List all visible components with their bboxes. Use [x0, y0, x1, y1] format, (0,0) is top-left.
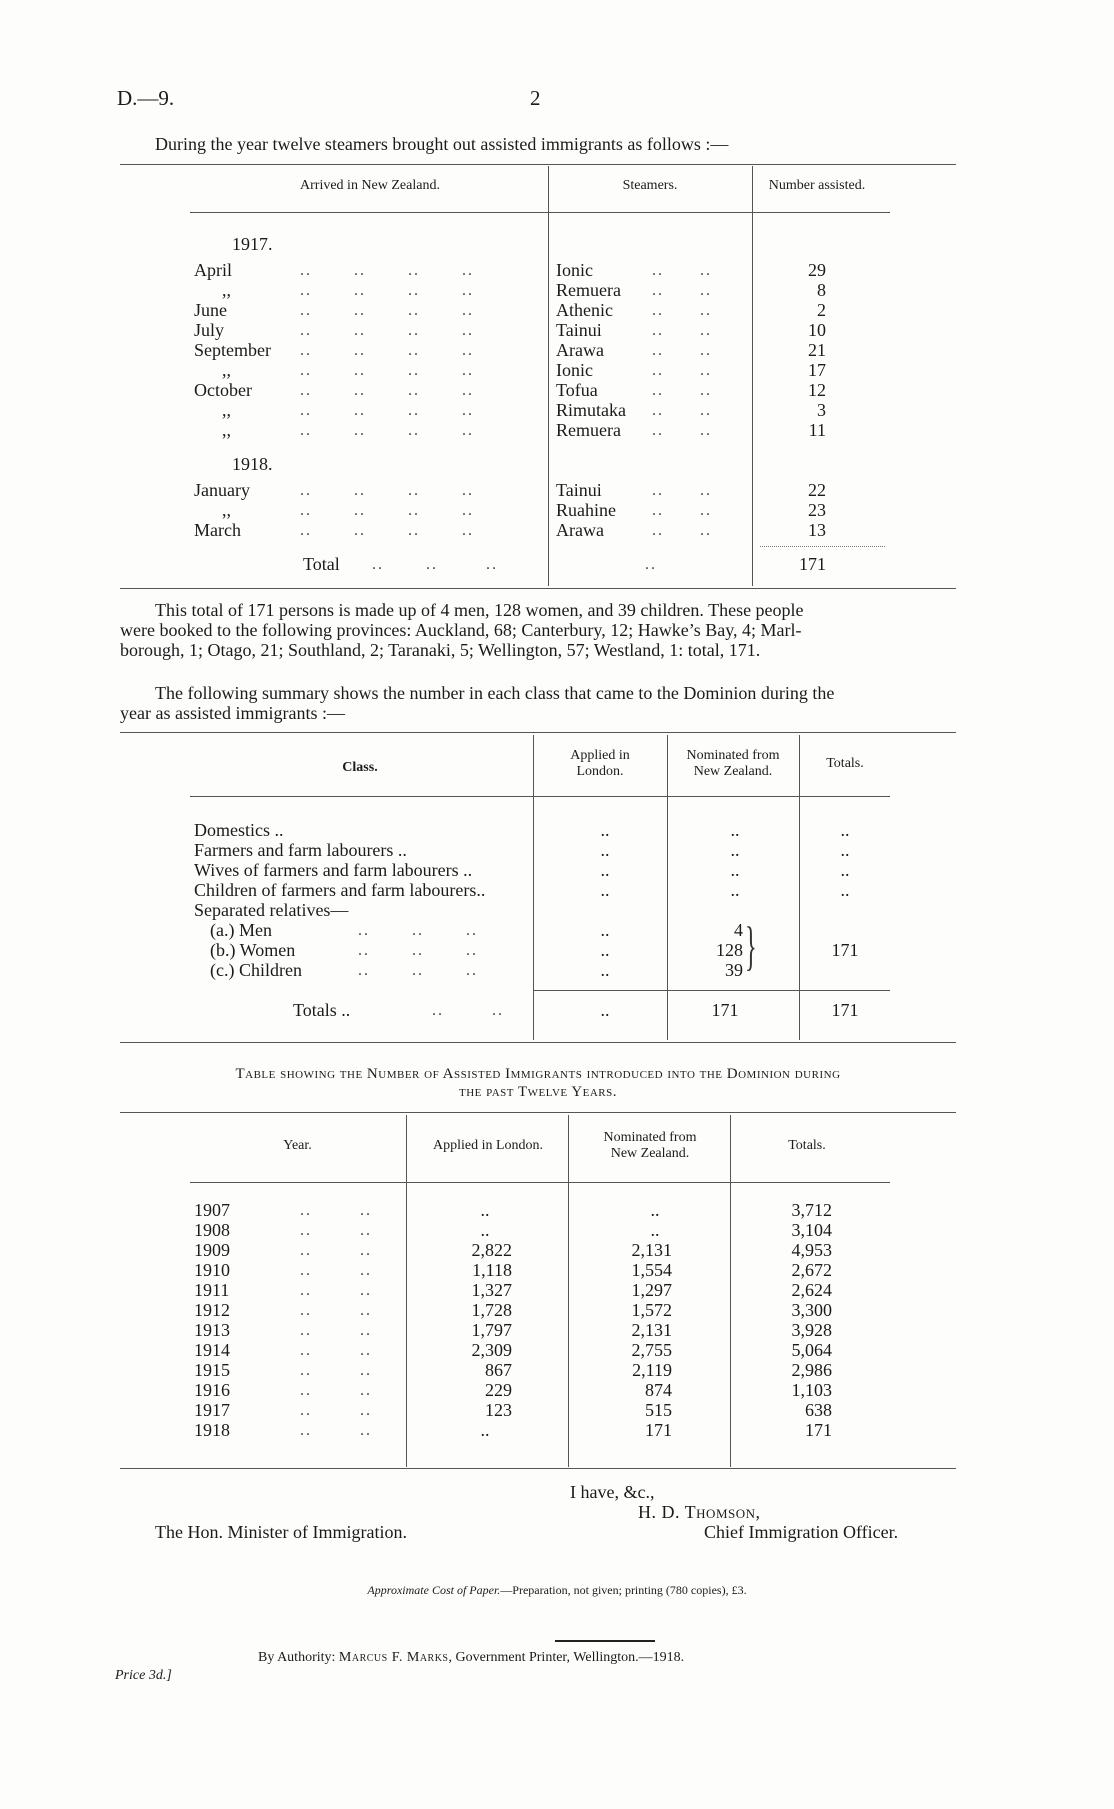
class-row-label: Wives of farmers and farm labourers ..: [194, 860, 473, 880]
class-row-nominated: ..: [730, 840, 740, 860]
class-row-totals: ..: [840, 820, 850, 840]
class-row-label: (b.) Women: [210, 940, 296, 960]
year-row-nominated: 1,297: [631, 1280, 672, 1300]
year-row-totals: 638: [805, 1400, 832, 1420]
imprint: [258, 1650, 684, 1666]
year-row-applied: 867: [485, 1360, 512, 1380]
years-top-rule: [120, 1112, 956, 1113]
class-header-class: Class.: [342, 760, 378, 775]
price: Price 3d.]: [115, 1668, 172, 1683]
years-bottom-rule: [120, 1468, 956, 1469]
arrival-number: 11: [808, 420, 826, 440]
class-row-nominated: ..: [730, 860, 740, 880]
year-row-dots: .. ..: [300, 1242, 372, 1259]
class-row-nominated: 128: [716, 940, 743, 960]
imprint-printer-name: Marcus F. Marks: [338, 1650, 449, 1665]
year-row-nominated: ..: [650, 1220, 660, 1240]
class-row-applied: ..: [600, 840, 610, 860]
steamer-dots: .. ..: [652, 282, 712, 299]
class-row-label: Children of farmers and farm labourers..: [194, 880, 486, 900]
arrivals-col-divider-1: [548, 166, 549, 586]
year-row-dots: .. ..: [300, 1322, 372, 1339]
class-row-label: (a.) Men: [210, 920, 272, 940]
class-intro-line-1: The following summary shows the number in each class that came to the Dominion during the: [155, 683, 835, 703]
year-row-applied: 1,797: [471, 1320, 512, 1340]
class-totals-label: Totals ..: [293, 1000, 351, 1020]
year-row-nominated: 1,554: [631, 1260, 672, 1280]
year-row-applied: 1,728: [471, 1300, 512, 1320]
class-row-totals: ..: [840, 880, 850, 900]
arrival-number: 23: [808, 500, 826, 520]
arrival-steamer: Tofua: [556, 380, 598, 400]
arrival-month: September: [194, 340, 271, 360]
year-row-totals: 3,928: [791, 1320, 832, 1340]
years-col-divider-2: [568, 1115, 569, 1467]
year-row-nominated: 2,131: [631, 1320, 672, 1340]
year-row-nominated: 2,119: [632, 1360, 672, 1380]
arrival-dots: .. .. .. ..: [300, 282, 474, 299]
year-row-dots: .. ..: [300, 1382, 372, 1399]
class-header-totals: Totals.: [826, 756, 864, 771]
arrival-steamer: Athenic: [556, 300, 613, 320]
class-totals-totals: 171: [831, 1000, 859, 1020]
year-row-year: 1911: [194, 1280, 230, 1300]
arrival-month: ,,: [222, 360, 231, 380]
cost-label: Approximate Cost of Paper.: [367, 1583, 501, 1597]
years-header-nominated-2: New Zealand.: [610, 1146, 690, 1161]
years-header-applied: Applied in London.: [432, 1138, 544, 1153]
steamer-dots: .. ..: [652, 502, 712, 519]
year-row-nominated: 2,755: [631, 1340, 672, 1360]
arrival-number: 21: [808, 340, 826, 360]
year-row-totals: 3,712: [791, 1200, 832, 1220]
year-row-applied: 229: [485, 1380, 512, 1400]
class-bottom-rule: [120, 1042, 956, 1043]
arrivals-top-rule: [120, 164, 956, 165]
arrival-steamer: Tainui: [556, 320, 602, 340]
class-row-totals: ..: [840, 840, 850, 860]
closing-signatory: H. D. Thomson,: [638, 1502, 761, 1522]
arrival-number: 8: [817, 280, 826, 300]
class-intro-line-2: year as assisted immigrants :—: [120, 703, 345, 723]
years-col-divider-1: [406, 1115, 407, 1467]
class-row-dots: .. .. ..: [358, 922, 478, 939]
class-row-nominated: ..: [730, 880, 740, 900]
year-row-nominated: 515: [645, 1400, 672, 1420]
arrival-year: 1917.: [232, 234, 273, 254]
imprint-rest: , Government Printer, Wellington.—1918.: [448, 1650, 685, 1665]
arrival-dots: .. .. .. ..: [300, 382, 474, 399]
steamer-dots: .. ..: [652, 422, 712, 439]
class-row-applied: ..: [600, 880, 610, 900]
arrival-steamer: Arawa: [556, 340, 604, 360]
closing-salutation: I have, &c.,: [570, 1482, 655, 1502]
years-header-nominated-1: Nominated from: [603, 1130, 697, 1145]
year-row-dots: .. ..: [300, 1342, 372, 1359]
imprint-rule: [555, 1640, 655, 1642]
year-row-totals: 3,300: [791, 1300, 832, 1320]
year-row-dots: .. ..: [300, 1302, 372, 1319]
class-row-applied: ..: [600, 820, 610, 840]
year-row-applied: 123: [485, 1400, 512, 1420]
arrival-month: March: [194, 520, 241, 540]
steamer-dots: .. ..: [652, 522, 712, 539]
arrival-number: 22: [808, 480, 826, 500]
class-header-applied-2: London.: [576, 764, 624, 779]
year-row-dots: .. ..: [300, 1262, 372, 1279]
year-row-dots: .. ..: [300, 1282, 372, 1299]
arrivals-total-rule: [760, 546, 885, 547]
steamer-dots: .. ..: [652, 402, 712, 419]
steamer-dots: .. ..: [652, 482, 712, 499]
summary-paragraph-line-1: This total of 171 persons is made up of 4 men, 128 women, and 39 children. These people: [155, 600, 804, 620]
year-row-dots: .. ..: [300, 1202, 372, 1219]
arrival-month: ,,: [222, 420, 231, 440]
arrival-dots: .. .. .. ..: [300, 262, 474, 279]
year-row-nominated: ..: [650, 1200, 660, 1220]
years-header-rule: [190, 1182, 890, 1183]
arrival-month: June: [194, 300, 227, 320]
arrival-month: ,,: [222, 500, 231, 520]
class-header-applied-1: Applied in: [570, 748, 630, 763]
year-row-applied: ..: [480, 1200, 490, 1220]
arrivals-header-steamers: Steamers.: [622, 178, 678, 193]
steamer-dots: .. ..: [652, 302, 712, 319]
class-header-nominated-1: Nominated from: [686, 748, 780, 763]
year-row-year: 1915: [194, 1360, 230, 1380]
year-row-nominated: 1,572: [631, 1300, 672, 1320]
arrival-year: 1918.: [232, 454, 273, 474]
arrivals-bottom-rule: [120, 588, 956, 589]
year-row-totals: 3,104: [791, 1220, 832, 1240]
class-row-applied: ..: [600, 860, 610, 880]
year-row-totals: 2,986: [791, 1360, 832, 1380]
class-row-label: (c.) Children: [210, 960, 302, 980]
class-row-dots: .. .. ..: [358, 942, 478, 959]
arrival-steamer: Ionic: [556, 360, 593, 380]
class-totals-nominated: 171: [711, 1000, 739, 1020]
year-row-year: 1918: [194, 1420, 230, 1440]
class-totals-dots: .. ..: [432, 1002, 504, 1019]
year-row-year: 1907: [194, 1200, 230, 1220]
arrival-month: ,,: [222, 280, 231, 300]
class-row-label: Farmers and farm labourers ..: [194, 840, 407, 860]
class-col-divider-1: [533, 735, 534, 1040]
class-row-nominated: 4: [734, 920, 743, 940]
closing-title: Chief Immigration Officer.: [704, 1522, 899, 1542]
arrival-dots: .. .. .. ..: [300, 302, 474, 319]
year-row-applied: ..: [480, 1220, 490, 1240]
years-header-year: Year.: [283, 1138, 312, 1153]
class-header-rule: [190, 796, 890, 797]
arrivals-header-rule: [190, 212, 890, 213]
arrival-steamer: Rimutaka: [556, 400, 626, 420]
arrival-steamer: Arawa: [556, 520, 604, 540]
year-row-year: 1913: [194, 1320, 230, 1340]
arrivals-total-steamer-dots: ..: [645, 556, 657, 573]
year-row-applied: 2,822: [471, 1240, 512, 1260]
arrivals-total-label: Total: [303, 554, 340, 574]
cost-text: —Preparation, not given; printing (780 copies), £3.: [500, 1583, 747, 1597]
year-row-totals: 2,624: [791, 1280, 832, 1300]
class-row-applied: ..: [600, 920, 610, 940]
years-table-title-2: the past Twelve Years.: [458, 1084, 618, 1100]
steamer-dots: .. ..: [652, 382, 712, 399]
arrival-number: 29: [808, 260, 826, 280]
year-row-totals: 5,064: [791, 1340, 832, 1360]
arrival-dots: .. .. .. ..: [300, 322, 474, 339]
year-row-dots: .. ..: [300, 1362, 372, 1379]
year-row-applied: ..: [480, 1420, 490, 1440]
year-row-nominated: 874: [645, 1380, 672, 1400]
class-col-divider-2: [667, 735, 668, 1040]
year-row-totals: 4,953: [791, 1240, 832, 1260]
arrival-number: 10: [808, 320, 826, 340]
summary-paragraph-line-3: borough, 1; Otago, 21; Southland, 2; Taranaki, 5; Wellington, 57; Westland, 1: total, 171.: [120, 640, 761, 660]
arrivals-total-dots: .. .. ..: [372, 556, 498, 573]
arrival-dots: .. .. .. ..: [300, 522, 474, 539]
arrival-month: July: [194, 320, 225, 340]
year-row-applied: 1,327: [471, 1280, 512, 1300]
year-row-nominated: 2,131: [631, 1240, 672, 1260]
class-header-nominated-2: New Zealand.: [693, 764, 773, 779]
arrivals-col-divider-2: [752, 166, 753, 586]
class-row-totals: ..: [840, 860, 850, 880]
year-row-totals: 2,672: [791, 1260, 832, 1280]
class-totals-applied: ..: [600, 1000, 610, 1020]
year-row-dots: .. ..: [300, 1402, 372, 1419]
year-row-year: 1912: [194, 1300, 230, 1320]
arrival-steamer: Remuera: [556, 420, 621, 440]
arrival-dots: .. .. .. ..: [300, 502, 474, 519]
imprint-label: By Authority:: [258, 1650, 336, 1665]
arrival-dots: .. .. .. ..: [300, 422, 474, 439]
intro-text: During the year twelve steamers brought out assisted immigrants as follows :—: [155, 134, 729, 154]
arrival-steamer: Ionic: [556, 260, 593, 280]
arrival-month: April: [194, 260, 232, 280]
years-table-title-1: Table showing the Number of Assisted Immigrants introduced into the Dominion during: [235, 1066, 841, 1082]
arrival-dots: .. .. .. ..: [300, 482, 474, 499]
year-row-nominated: 171: [645, 1420, 672, 1440]
year-row-applied: 2,309: [471, 1340, 512, 1360]
steamer-dots: .. ..: [652, 322, 712, 339]
year-row-year: 1917: [194, 1400, 230, 1420]
arrivals-header-number: Number assisted.: [768, 178, 866, 193]
year-row-year: 1916: [194, 1380, 230, 1400]
year-row-totals: 171: [805, 1420, 832, 1440]
class-row-label: Domestics ..: [194, 820, 284, 840]
report-id: D.—9.: [117, 86, 175, 110]
arrival-month: ,,: [222, 400, 231, 420]
arrival-number: 12: [808, 380, 826, 400]
closing-addressee: The Hon. Minister of Immigration.: [155, 1522, 407, 1542]
arrival-dots: .. .. .. ..: [300, 362, 474, 379]
cost-note: [0, 1583, 1114, 1598]
arrivals-total-value: 171: [799, 554, 826, 574]
class-row-nominated: 39: [725, 960, 743, 980]
arrival-number: 2: [817, 300, 826, 320]
year-row-dots: .. ..: [300, 1222, 372, 1239]
class-brace: }: [745, 916, 757, 976]
class-row-totals: 171: [831, 940, 859, 960]
steamer-dots: .. ..: [652, 262, 712, 279]
arrival-number: 17: [808, 360, 826, 380]
class-row-applied: ..: [600, 960, 610, 980]
arrival-month: January: [194, 480, 250, 500]
steamer-dots: .. ..: [652, 362, 712, 379]
arrival-dots: .. .. .. ..: [300, 342, 474, 359]
years-col-divider-3: [730, 1115, 731, 1467]
arrival-number: 3: [817, 400, 826, 420]
year-row-year: 1909: [194, 1240, 230, 1260]
arrival-month: October: [194, 380, 252, 400]
year-row-dots: .. ..: [300, 1422, 372, 1439]
year-row-year: 1910: [194, 1260, 230, 1280]
class-row-label: Separated relatives—: [194, 900, 349, 920]
class-row-nominated: ..: [730, 820, 740, 840]
arrival-steamer: Tainui: [556, 480, 602, 500]
year-row-applied: 1,118: [472, 1260, 512, 1280]
arrival-steamer: Remuera: [556, 280, 621, 300]
year-row-totals: 1,103: [791, 1380, 832, 1400]
class-top-rule: [120, 732, 956, 733]
class-row-applied: ..: [600, 940, 610, 960]
class-totals-rule: [533, 990, 890, 991]
summary-paragraph-line-2: were booked to the following provinces: Auckland, 68; Canterbury, 12; Hawke’s Bay, 4; Marl-: [120, 620, 802, 640]
steamer-dots: .. ..: [652, 342, 712, 359]
years-header-totals: Totals.: [788, 1138, 826, 1153]
page-number: 2: [530, 86, 541, 110]
year-row-year: 1914: [194, 1340, 230, 1360]
arrivals-header-arrived: Arrived in New Zealand.: [300, 178, 440, 193]
year-row-year: 1908: [194, 1220, 230, 1240]
arrival-steamer: Ruahine: [556, 500, 616, 520]
arrival-dots: .. .. .. ..: [300, 402, 474, 419]
arrival-number: 13: [808, 520, 826, 540]
class-row-dots: .. .. ..: [358, 962, 478, 979]
